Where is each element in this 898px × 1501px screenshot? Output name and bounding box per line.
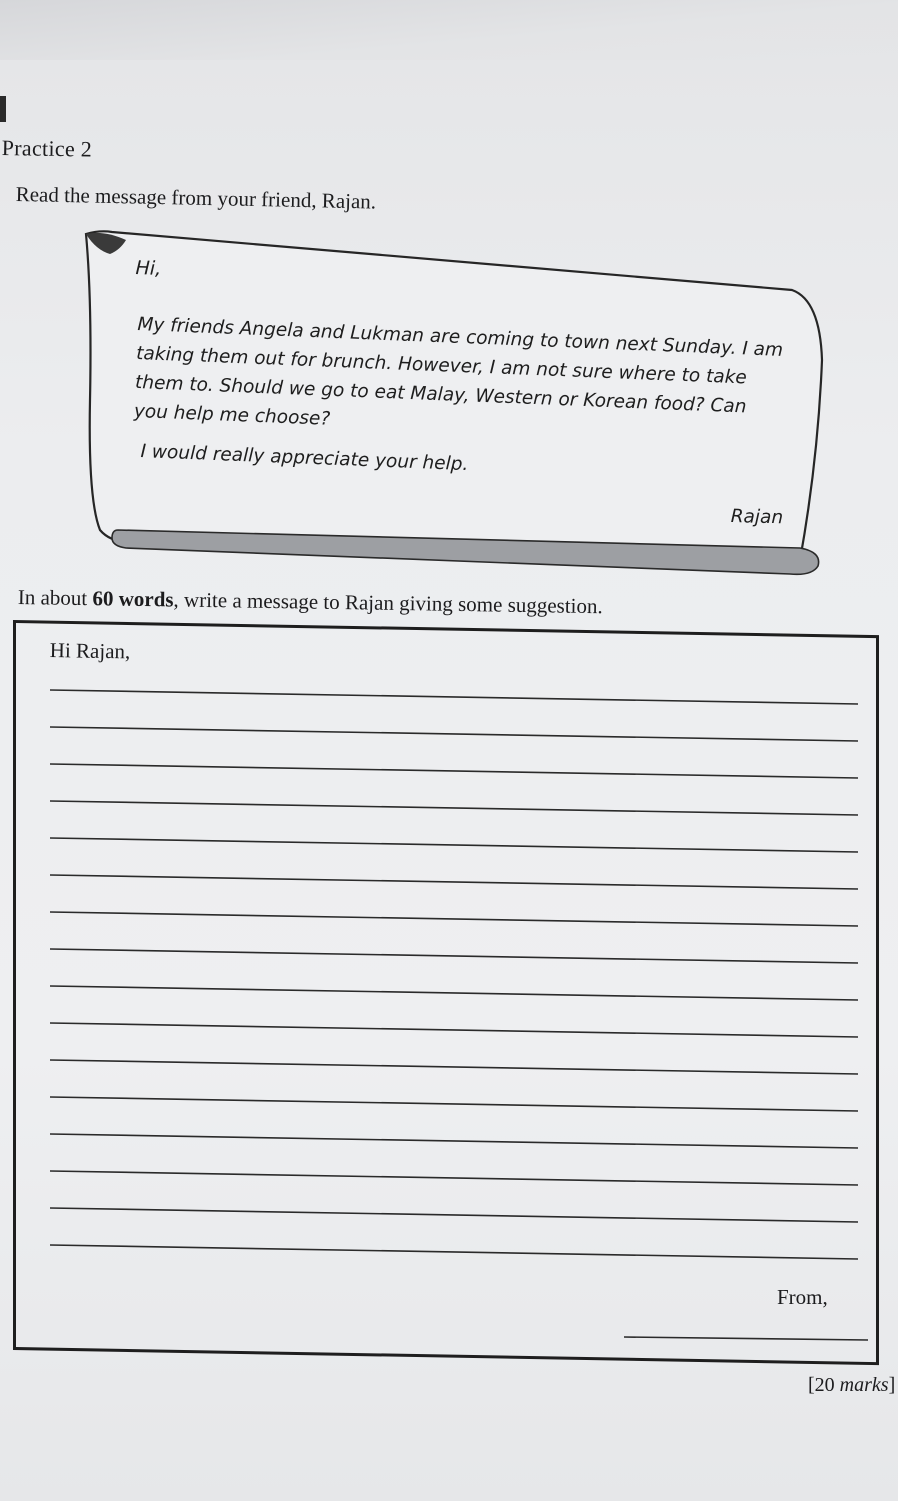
answer-salutation: Hi Rajan, (49, 638, 131, 664)
message-greeting: Hi, (135, 257, 162, 280)
writing-line[interactable] (50, 1171, 858, 1185)
writing-line[interactable] (50, 727, 858, 741)
writing-line[interactable] (50, 764, 858, 778)
writing-line[interactable] (50, 838, 858, 852)
message-body: My friends Angela and Lukman are coming to town next Sunday. I am taking them out for brunch. However, I am not sure where to take them to. Should we go to eat Malay, Western or Korean food? Can you help me choose? (133, 313, 784, 430)
writing-line[interactable] (50, 1060, 858, 1074)
task-word-count: 60 words (92, 586, 174, 612)
writing-line[interactable] (50, 1134, 858, 1148)
signature-line[interactable] (624, 1337, 868, 1340)
writing-line[interactable] (50, 875, 858, 889)
reading-instruction: Read the message from your friend, Rajan. (15, 182, 377, 214)
writing-line[interactable] (50, 690, 858, 704)
marks-label: marks (839, 1374, 889, 1396)
answer-sign-off: From, (777, 1285, 828, 1309)
writing-line[interactable] (50, 801, 858, 815)
writing-line[interactable] (50, 986, 858, 1000)
marks-open: [20 (808, 1374, 840, 1396)
practice-heading: Practice 2 (1, 135, 93, 162)
message-signature: Rajan (730, 506, 784, 529)
writing-line[interactable] (50, 1023, 858, 1037)
marks-allocation (808, 1374, 895, 1397)
writing-line[interactable] (50, 1245, 858, 1259)
writing-line[interactable] (50, 1208, 858, 1222)
writing-line[interactable] (50, 1097, 858, 1111)
writing-line[interactable] (50, 912, 858, 926)
message-closing: I would really appreciate your help. (140, 441, 469, 476)
writing-line[interactable] (50, 949, 858, 963)
task-prefix: In about (17, 585, 93, 611)
task-suffix: , write a message to Rajan giving some suggestion. (173, 587, 603, 619)
marks-close: ] (888, 1374, 896, 1396)
